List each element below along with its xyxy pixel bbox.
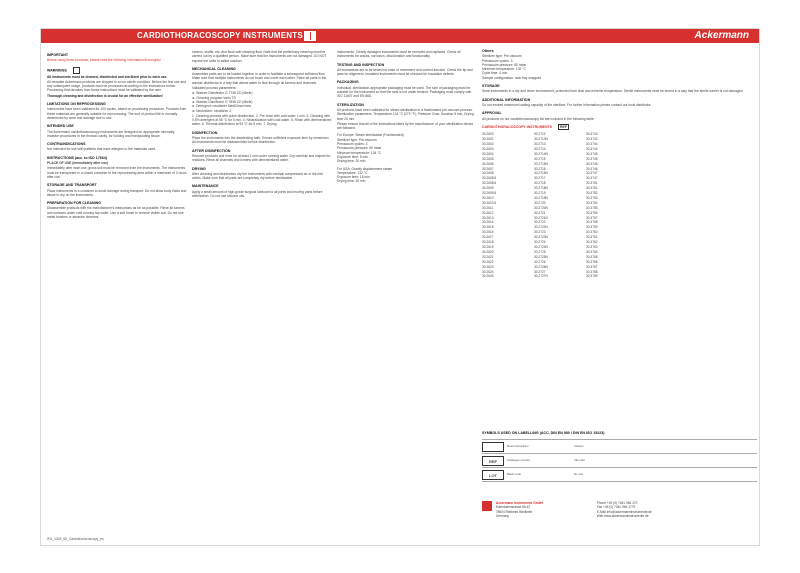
drying-text: After cleaning and disinfection dry the instruments with medical compressed air or lint-free cloths. Make sure that all parts are completely dry before sterilization. [192,171,324,181]
ref-cell: 30.2713N [534,137,548,142]
brand-logo: Ackermann [694,30,749,41]
ref-cell: 30.2610 [482,195,494,200]
process-steps: 1. Cleaning process with pulse disinfection. 2. Pre-rinse with cold water 1 min. 3. Cleaning with 0.5% detergent at 55 °C for 5 min. 4. Neutralization with cold water. 5. Rinse with demineralized water. 6. Thermal disinfection at 93 °C for 5 min. 7. Drying. [192,113,332,127]
ref-cell: 30.2715 [534,156,546,161]
column-3 [337,49,477,541]
document-title: CARDIOTHORACOSCOPY INSTRUMENTS [137,31,303,40]
symbol-icon [482,442,504,452]
ref-cell: 30.3747 [586,171,598,176]
limitations-heading: LIMITATIONS ON REPROCESSING [47,102,106,107]
warnings-text-2: All reusable Ackermann products are shipped in a non-sterile condition. Before the first use and any subsequent usage, products must be processed according to the instructions below. Processing that deviates from these instructions must be validated by the user. [47,79,186,93]
ref-cell: 30.2601 [482,137,494,142]
ref-cell: 30.2719N [534,195,548,200]
document-page [40,28,760,546]
ref-cell: 30.3757 [586,215,598,220]
warnings-text-1: All instruments must be cleaned, disinfected and sterilized prior to each use. [47,74,168,79]
ref-cell: 30.2717 [534,176,546,181]
instructions-heading: INSTRUCTIONS (acc. to ISO 17664) [47,155,107,160]
ref-cell: 30.2714N [534,151,548,156]
ref-cell: 30.3744 [586,146,598,151]
ref-cell: 30.3761 [586,235,598,240]
sterilization-europe-list: For Europe: Steam sterilization (Fractionated) Sterilizer type: Pre-vacuum Prevacuum cycles: 3 Prevacuum pressure: 60 mbar Minimum temperature: 134 °C Exposure time: 5 min Drying time: 20 min [337,133,404,164]
approval-text: All products on our cardiothoracoscopy list are included in the following table: [482,116,595,121]
ref-cell: 30.3753 [586,195,598,200]
symbol-label: Batch code [507,471,521,476]
ref-cell: 30.3743 [586,137,598,142]
ref-cell: 30.2623 [482,264,494,269]
ref-cell: 30.2620 [482,249,494,254]
ref-cell: 30.2725N [534,254,548,259]
approval-heading: APPROVAL [482,111,502,116]
symbol-row [482,454,757,468]
ref-cell: 30.2720 [534,200,546,205]
ref-cell: 30.3755 [586,205,598,210]
symbol-row [482,440,757,454]
ref-table [482,132,757,279]
important-heading: IMPORTANT [47,53,69,57]
mechanical-cleaning-heading: MECHANICAL CLEANING [192,66,236,71]
intended-use-heading: INTENDED USE [47,124,74,129]
packaging-text: Individual, sterilization-appropriate packaging must be used. The size of packaging must be suitable for the instrument so that the seal is not under tension. Packaging must comply with ISO 11607 and EN 868. [337,85,472,99]
symbol-label: CE mark [574,457,585,462]
ref-cell: 30.2719 [534,191,546,196]
symbol-label: Read instructions [507,443,529,448]
ref-cell: 30.2611 [482,205,494,210]
process-parameters-list: ► Washer-Disinfector G 7736 CD (Miele) ► Cleaning program Vario TD ► Washer-Disinfector G 7836 CD (Miele) ► Detergent: neodisher MediClean forte ► Neutralizer: neodisher Z [192,91,253,113]
storage-text: Store instruments in a dry and clean environment, protected from dust and extreme temperature. Sterile instruments must be stored in a way that the sterile barrier is not damaged. [482,89,744,94]
ref-cell: 30.3745 [586,151,598,156]
sterilization-heading: STERILIZATION [337,102,364,107]
ref-cell: 30.3762 [586,240,598,245]
point-of-use-subheading: PLACE OF USE (immediately after use) [47,161,109,166]
inspection-text: instruments. Clearly damaged instruments must be removed and replaced. Check all instruments for cracks, corrosion, discoloration and functionality. [337,50,461,59]
storage-transport-heading: STORAGE AND TRANSPORT [47,183,97,188]
ref-cell: 30.2712 [534,132,546,137]
ref-cell: 30.2606 [482,161,494,166]
after-disinfection-text: Remove products and rinse for at least 1 min under running water. Dry carefully and inspect for residues. Rinse all channels and lumens with demineralized water. [192,153,331,163]
symbol-cell [574,468,666,481]
symbol-icon: REF [482,456,504,466]
point-of-use-text: Immediately after each use, gross soil must be removed from the instruments. The instruments must be transported in a closed container to the reprocessing area within a maximum of 2 hours after use. [47,166,187,179]
ref-cell: 30.3760 [586,230,598,235]
others-heading: Others [482,49,494,53]
ref-icon: REF [559,124,567,129]
ref-cell: 30.3767 [586,264,598,269]
testing-heading: TESTING AND INSPECTION [337,62,385,67]
disinfection-text: Place the instruments into the disinfecting bath. Ensure sufficient exposure time by immersion. All instruments must be disassembled before disinfection. [192,136,330,145]
ref-cell: 30.2727 [534,269,546,274]
ref-cell: 30.2622 [482,259,494,264]
storage-heading: STORAGE [482,84,500,89]
maintenance-heading: MAINTENANCE [192,184,219,189]
intended-use-text: The Ackermann cardiothoracoscopy instruments are designed for appropriate minimally invasive procedures in the thoracic cavity, for holding and manipulating tissue. [47,129,175,138]
testing-text: All instruments are to be tested for ease of movement and correct function. Check the tip and jaws for alignment. Insulated instruments must be checked for insulation defects. [337,67,473,77]
column-1 [47,49,187,541]
limitations-text: Instruments have been validated for 100 cycles, based on processing procedure. Products from these materials are generally suitable for reprocessing. The end of product life is normally determined by wear and damage due to use. [47,107,187,120]
sterilization-note: Please ensure that all of the instructions listed by the manufacturer of your sterilization device are followed. [337,121,474,131]
contraindications-heading: CONTRAINDICATIONS [47,142,86,147]
symbol-label: Rx only [574,471,584,476]
ref-cell: 30.2718 [534,181,546,186]
ref-cell: 30.2721 [534,210,546,215]
ref-cell: 30.2723 [534,230,546,235]
ref-cell: 30.3758 [586,220,598,225]
ref-cell: 30.2604 [482,151,494,156]
ref-cell: 30.3751 [586,181,598,186]
ref-cell: 30.2624 [482,269,494,274]
ref-cell: 30.2726 [534,259,546,264]
ref-cell: 30.3747 [586,176,598,181]
symbol-label: Catalogue number [507,457,531,462]
warnings-text-3: Thorough cleaning and disinfection is crucial for an effective sterilization! [47,93,163,98]
additional-info-text: Do not exceed maximum loading capacity of the sterilizer. For further information please contact our local distributor. [482,102,652,107]
symbol-row [482,468,757,482]
symbol-cell [574,440,666,453]
ref-cell: 30.2715N [534,161,548,166]
ref-cell: 30.2724 [534,240,546,245]
ref-cell: 30.3752 [586,191,598,196]
important-text: Before using these products, please read the following information thoroughly! [47,58,161,63]
additional-info-heading: ADDITIONAL INFORMATION [482,97,531,102]
symbol-cell [482,468,574,481]
company-footer [482,501,757,518]
ref-cell: 30.3763 [586,245,598,249]
ref-cell: 30.3754 [586,200,598,205]
ref-cell: 30.2716N [534,171,548,176]
ref-cell: 30.2619 [482,245,494,249]
ref-cell: 30.3744 [586,141,598,146]
ref-cell: 30.3745 [586,156,598,161]
ref-cell: 30.2603 [482,146,494,151]
ref-cell: 30.2722N [534,225,548,230]
ref-cell: 30.2726N [534,264,548,269]
preparation-heading: PREPARATION FOR CLEANING [47,201,101,206]
after-disinfection-heading: AFTER DISINFECTION [192,148,231,153]
ref-cell: 30.3759 [586,225,598,230]
column-4 [482,49,757,541]
symbol-label: Caution [574,443,584,448]
disinfection-heading: DISINFECTION [192,130,218,135]
ref-cell: 30.2727N [534,274,548,279]
header-bar [41,29,760,43]
ref-cell: 30.2607 [482,166,494,171]
ref-cell: 30.2716 [534,166,546,171]
ref-cell: 30.2617 [482,235,494,240]
warnings-heading: WARNINGS [47,67,187,74]
ref-cell: 30.2605 [482,156,494,161]
ref-cell: 30.2609.5 [482,191,497,196]
maintenance-text: Apply a small amount of high-grade surgical lubricant to all joints and moving parts before sterilization. Do not use silicone oils. [192,189,323,199]
ref-cell: 30.2713 [534,141,546,146]
ref-cell: 30.2724N [534,245,548,249]
book-icon [304,31,316,41]
symbol-icon: LOT [482,470,504,480]
warning-icon [73,67,80,74]
ref-cell: 30.2720N [534,205,548,210]
ref-cell: 30.2613 [482,215,494,220]
packaging-heading: PACKAGING [337,80,359,85]
symbol-cell [574,454,666,467]
ref-cell: 30.3751 [586,186,598,191]
ref-cell: 30.3765 [586,254,598,259]
company-logo-icon [482,501,492,511]
ref-cell: 30.2621 [482,254,494,259]
preparation-text: Disassemble products with the manufacturer's instructions as far as possible. Rinse all lumens and surfaces under cold running tap water. Use a soft brush to remove visible soil. Do not use metal brushes or abrasive cleaners. [47,206,185,220]
ref-table-heading: CARDIOTHORACOSCOPY INSTRUMENTS REF [482,124,567,129]
ref-cell: 30.3746 [586,161,598,166]
ref-cell: 30.3746 [586,166,598,171]
ref-cell: 30.3756 [586,210,598,215]
sterilization-text: All products have been validated for steam sterilization in a fractionated pre-vacuum process. Sterilization parameters: Temperature 134 °C (273 °F), Pressure 3 bar, Duration 5 min, Drying time 20 min. [337,107,474,121]
ref-cell: 30.3764 [586,249,598,254]
ref-cell: 30.2600 [482,132,494,137]
symbol-cell [482,440,574,453]
ref-cell: 30.2612 [482,210,494,215]
ref-cell: 30.2602 [482,141,494,146]
ref-cell: 30.2714 [534,146,546,151]
ref-cell: 30.2618 [482,240,494,245]
manual-cleaning-text: lumens, shafts, etc. and flush with cleaning fluid. Note that the preliminary cleaning must be carried out by a qualified person. Make sure that the instruments are not damaged. DO NOT expose the units to saline solution. [192,50,327,63]
ref-cell: 30.2725 [534,249,546,254]
symbols-table [482,439,757,482]
ref-cell: 30.3743 [586,132,598,137]
ref-cell: 30.2616 [482,230,494,235]
sterilization-usa-list: For USA: Gravity displacement steam Temperature: 132 °C Exposure time: 15 min Drying time: 30 min [337,166,393,184]
company-contact: Phone +49 (0) 7461 966 170 Fax +49 (0) 7461 966 1779 E-Mail info@ackermanninstrumente.de Web www.ackermanninstrumente.de [596,501,652,518]
ref-cell: 30.2625 [482,274,494,279]
drying-heading: DRYING [192,166,206,171]
ref-cell: 30.2609 [482,186,494,191]
column-2 [192,49,332,541]
symbol-cell [482,454,574,467]
ref-cell: 30.2610.5 [482,200,497,205]
ref-cell: 30.2614 [482,220,494,225]
ref-cell: 30.2723N [534,235,548,240]
ref-cell: 30.3769 [586,274,598,279]
ref-cell: 30.2722 [534,220,546,225]
process-parameters-label: Validated process parameters: [192,86,237,91]
company-address: Ackermann Instrumente GmbH Eisenbahnstrasse 65-67 78604 Rietheim-Weilheim Germany [495,501,543,518]
mechanical-cleaning-text: Assembled parts are to be loaded together in order to facilitate a subsequent sufficient flow. Make sure that multiple instruments do not touch and cover each other. Place all parts in the washer-disinfector in a way that allows water to flow through all lumens and channels. [192,72,327,85]
ref-cell: 30.2718N [534,186,548,191]
ref-cell: 30.2608.5 [482,176,497,181]
ref-cell: 30.2608.6 [482,181,497,186]
contraindications-text: Not intended for use with patients that have allergies to the materials used. [47,147,157,152]
ref-cell: 30.3766 [586,259,598,264]
storage-transport-text: Place instruments in a container to avoid damage during transport. Do not allow body fluids and tissue to dry on the instruments. [47,188,187,197]
ref-cell: 30.2615 [482,225,494,230]
others-list: Sterilizer type: Pre-vacuum Prevacuum cycles: 3 Prevacuum pressure: 60 mbar Minimum temperature: 132 °C Cycle time: 4 min Sample configuration: rack tray wrapped [482,54,542,80]
ref-cell: 30.2721N [534,215,548,220]
document-code: IFU_1345_06_Cardiothoracoscopy_en [47,537,104,541]
ref-cell: 30.2608 [482,171,494,176]
ref-cell: 30.3768 [586,269,598,274]
symbols-heading: SYMBOLS USED ON LABELLING (ACC. DIN EN 980 / DIN EN ISO 15223) [482,431,605,435]
